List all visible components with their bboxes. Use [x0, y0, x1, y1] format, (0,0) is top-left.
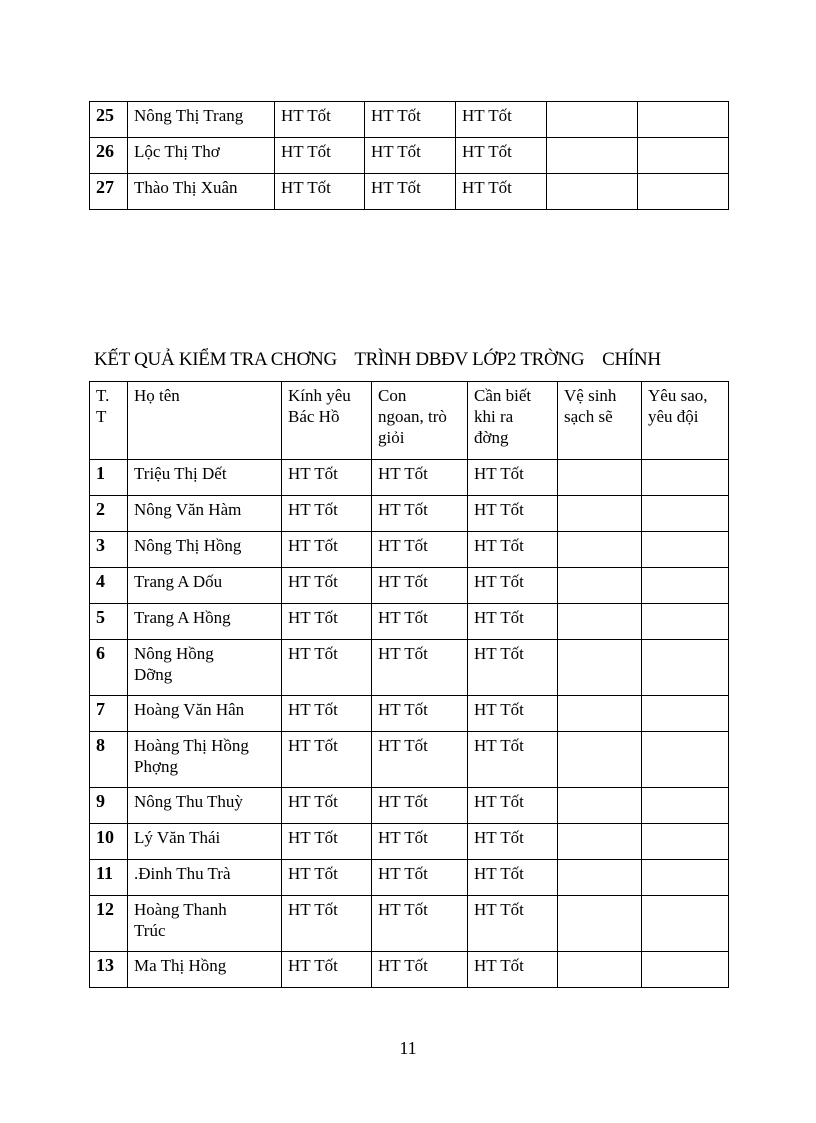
table-cell: HT Tốt [365, 174, 456, 210]
table-cell: HT Tốt [468, 568, 558, 604]
table-row [90, 604, 729, 640]
row-number-cell: 4 [90, 568, 128, 604]
table-cell: HT Tốt [372, 824, 468, 860]
table-cell [642, 604, 729, 640]
table-cell: HT Tốt [372, 788, 468, 824]
table-cell [558, 460, 642, 496]
column-header: Yêu sao, yêu đội [642, 382, 729, 460]
table-cell: HT Tốt [468, 952, 558, 988]
table-cell [547, 174, 638, 210]
table-cell: Thào Thị Xuân [128, 174, 275, 210]
table-cell: Trang A Dốu [128, 568, 282, 604]
row-number-cell: 9 [90, 788, 128, 824]
row-number-cell: 1 [90, 460, 128, 496]
table-cell: HT Tốt [282, 788, 372, 824]
table-cell: HT Tốt [365, 138, 456, 174]
table-row [90, 496, 729, 532]
table-cell: HT Tốt [372, 568, 468, 604]
table-row [90, 824, 729, 860]
row-number-cell: 5 [90, 604, 128, 640]
table-cell: HT Tốt [456, 138, 547, 174]
table-cell [642, 460, 729, 496]
table-row [90, 860, 729, 896]
table-cell: HT Tốt [275, 174, 365, 210]
table-cell: HT Tốt [372, 696, 468, 732]
table-cell: Nông Thị Trang [128, 102, 275, 138]
table-cell: Hoàng Văn Hân [128, 696, 282, 732]
table-cell: HT Tốt [468, 640, 558, 696]
table-cell: HT Tốt [468, 604, 558, 640]
table-row [90, 568, 729, 604]
table-row [90, 952, 729, 988]
table-cell: HT Tốt [468, 460, 558, 496]
table-cell [642, 732, 729, 788]
row-number-cell: 6 [90, 640, 128, 696]
table-cell: Nông Hồng Dỡng [128, 640, 282, 696]
column-header: Kính yêu Bác Hồ [282, 382, 372, 460]
column-header: Họ tên [128, 382, 282, 460]
row-number-cell: 27 [90, 174, 128, 210]
table-cell [558, 788, 642, 824]
row-number-cell: 13 [90, 952, 128, 988]
table-cell: HT Tốt [468, 496, 558, 532]
table-cell: HT Tốt [456, 102, 547, 138]
table-cell [558, 604, 642, 640]
table-row [90, 174, 729, 210]
table-cell: HT Tốt [468, 696, 558, 732]
table-cell [558, 824, 642, 860]
table-cell [642, 496, 729, 532]
table-cell: Lộc Thị Thơ [128, 138, 275, 174]
row-number-cell: 11 [90, 860, 128, 896]
table-cell: HT Tốt [372, 460, 468, 496]
row-number-cell: 3 [90, 532, 128, 568]
table-cell: Hoàng Thanh Trúc [128, 896, 282, 952]
table-cell: Triệu Thị Dết [128, 460, 282, 496]
table-cell: HT Tốt [468, 860, 558, 896]
header-row [90, 382, 729, 460]
column-header: Cần biết khi ra đờng [468, 382, 558, 460]
row-number-cell: 7 [90, 696, 128, 732]
table-cell [642, 860, 729, 896]
table-row [90, 138, 729, 174]
table-cell [638, 102, 729, 138]
table-cell [642, 696, 729, 732]
table-cell: HT Tốt [468, 896, 558, 952]
table-cell: HT Tốt [372, 952, 468, 988]
table-cell [642, 568, 729, 604]
table-cell [558, 952, 642, 988]
table-row [90, 460, 729, 496]
table-cell: HT Tốt [372, 604, 468, 640]
table-row [90, 532, 729, 568]
table-cell [547, 138, 638, 174]
table-cell: HT Tốt [372, 732, 468, 788]
table-row [90, 696, 729, 732]
table-cell: HT Tốt [282, 640, 372, 696]
table-cell: HT Tốt [372, 532, 468, 568]
section-heading: KẾT QUẢ KIỂM TRA CHƠNG TRÌNH DBĐV LỚP2 TRỜNG CHÍNH [94, 349, 661, 370]
column-header: Vệ sinh sạch sẽ [558, 382, 642, 460]
table-cell: Nông Thị Hồng [128, 532, 282, 568]
table-cell [558, 640, 642, 696]
row-number-cell: 25 [90, 102, 128, 138]
table-row [90, 102, 729, 138]
table-cell: HT Tốt [468, 788, 558, 824]
table-row [90, 732, 729, 788]
table-cell: HT Tốt [282, 532, 372, 568]
table-cell: Trang A Hồng [128, 604, 282, 640]
table-cell [558, 496, 642, 532]
row-number-cell: 12 [90, 896, 128, 952]
table-row [90, 896, 729, 952]
table-cell: HT Tốt [468, 732, 558, 788]
table-cell: HT Tốt [282, 860, 372, 896]
table-cell: Lý Văn Thái [128, 824, 282, 860]
row-number-cell: 2 [90, 496, 128, 532]
row-number-cell: 8 [90, 732, 128, 788]
column-header: T. T [90, 382, 128, 460]
table-cell: HT Tốt [282, 896, 372, 952]
row-number-cell: 10 [90, 824, 128, 860]
table-cell [642, 532, 729, 568]
table-cell [558, 696, 642, 732]
table-cell [558, 568, 642, 604]
table-cell: HT Tốt [282, 952, 372, 988]
table-row [90, 788, 729, 824]
table-cell [558, 732, 642, 788]
table-cell [642, 824, 729, 860]
table-cell: HT Tốt [282, 696, 372, 732]
table-cell: HT Tốt [468, 824, 558, 860]
table-cell: .Đinh Thu Trà [128, 860, 282, 896]
table-cell: HT Tốt [468, 532, 558, 568]
table-cell: HT Tốt [372, 896, 468, 952]
table-cell: HT Tốt [282, 460, 372, 496]
table-cell: Hoàng Thị Hồng Phợng [128, 732, 282, 788]
row-number-cell: 26 [90, 138, 128, 174]
table-cell [558, 896, 642, 952]
table-cell: HT Tốt [456, 174, 547, 210]
table-cell: HT Tốt [372, 640, 468, 696]
column-header: Con ngoan, trò giỏi [372, 382, 468, 460]
table-cell [638, 174, 729, 210]
table-cell: Nông Thu Thuỳ [128, 788, 282, 824]
table-cell: HT Tốt [282, 604, 372, 640]
table-cell [547, 102, 638, 138]
table-cell: HT Tốt [365, 102, 456, 138]
table-row [90, 640, 729, 696]
table-cell [642, 896, 729, 952]
table-cell [638, 138, 729, 174]
table-cell: HT Tốt [282, 568, 372, 604]
table-cell: HT Tốt [372, 860, 468, 896]
table-cell [642, 788, 729, 824]
table-cell [558, 532, 642, 568]
table-cell: HT Tốt [282, 496, 372, 532]
table-cell [558, 860, 642, 896]
page-number: 11 [399, 1038, 417, 1058]
table-cell: HT Tốt [282, 732, 372, 788]
table-cell: Nông Văn Hàm [128, 496, 282, 532]
table-cell: HT Tốt [372, 496, 468, 532]
table-cell: HT Tốt [275, 102, 365, 138]
student-results-table-continued [89, 101, 729, 210]
table-cell [642, 952, 729, 988]
student-results-table [89, 381, 729, 988]
table-cell [642, 640, 729, 696]
table-cell: HT Tốt [275, 138, 365, 174]
table-cell: Ma Thị Hồng [128, 952, 282, 988]
table-cell: HT Tốt [282, 824, 372, 860]
